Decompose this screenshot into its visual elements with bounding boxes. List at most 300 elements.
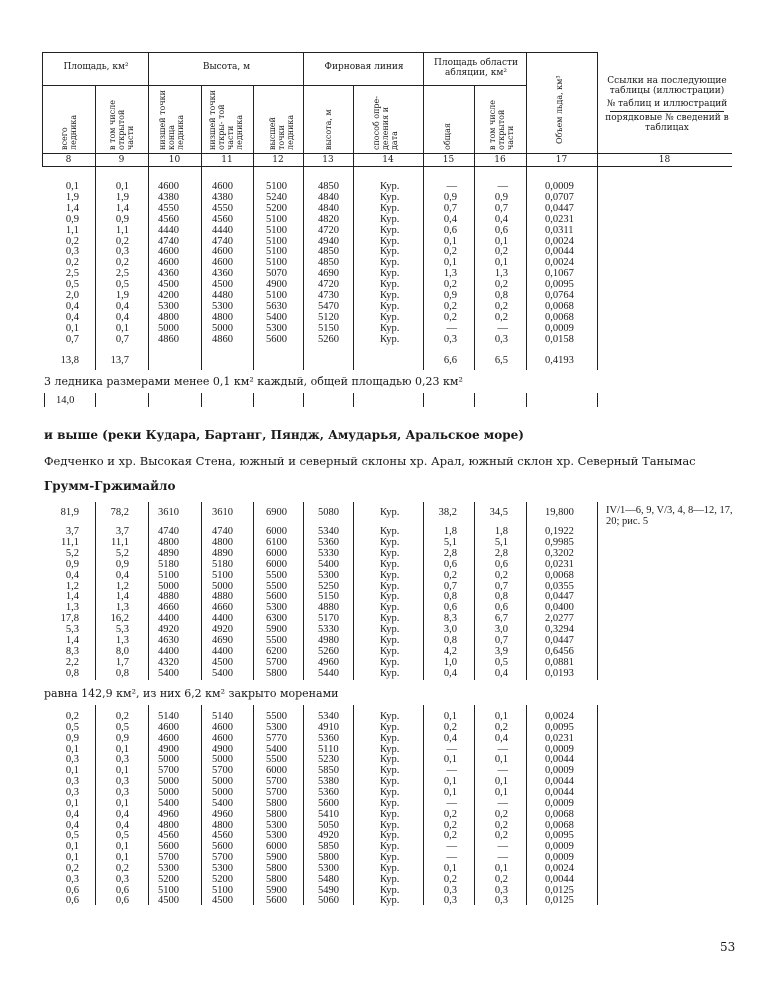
table-cell: 6200 — [266, 645, 287, 657]
table-cell: Кур. — [380, 580, 400, 592]
table-cell: 5,3 — [115, 624, 129, 636]
table-cell: Кур. — [380, 202, 400, 214]
table-cell: 4850 — [318, 246, 339, 258]
table-cell: Кур. — [380, 743, 400, 755]
table-cell: — — [497, 841, 508, 853]
table-cell: 4380 — [212, 191, 233, 203]
table-cell: Кур. — [380, 895, 400, 907]
table-cell: 0,7 — [65, 333, 79, 345]
table-cell: Кур. — [380, 819, 400, 831]
table-cell: 0,1 — [494, 786, 508, 798]
table-cell: 4400 — [212, 645, 233, 657]
table-cell: 1,1 — [115, 224, 129, 236]
table-cell: 5800 — [318, 852, 339, 864]
table-cell: Кур. — [380, 765, 400, 777]
table-cell: 4910 — [318, 721, 339, 733]
table-cell: 0,6 — [494, 602, 508, 614]
table-cell: — — [497, 765, 508, 777]
table-cell: 4500 — [158, 279, 179, 291]
table-cell: 0,3 — [494, 333, 508, 345]
table-cell: 0,8 — [115, 667, 129, 679]
table-cell: 1,3 — [494, 268, 508, 280]
sub-firn-method: способ опре- деления и дата — [372, 96, 399, 150]
col-rule — [148, 52, 149, 166]
table-cell: 5100 — [158, 569, 179, 581]
table-cell: 0,3 — [65, 786, 79, 798]
table-cell: 0,3 — [115, 786, 129, 798]
table-cell: 0,8 — [65, 667, 79, 679]
table-cell: 5000 — [212, 580, 233, 592]
table-cell: 0,7 — [443, 580, 457, 592]
table-cell: 1,2 — [65, 580, 79, 592]
table-cell: 4840 — [318, 202, 339, 214]
table-cell: 0,1 — [65, 841, 79, 853]
table-cell: 0,1 — [65, 181, 79, 192]
table-cell: 4850 — [318, 257, 339, 269]
table-cell: — — [446, 322, 457, 334]
table-cell: 5400 — [158, 797, 179, 809]
table-cell: 4740 — [158, 526, 179, 537]
col-rule — [303, 52, 304, 166]
table-cell: 0,3 — [494, 895, 508, 907]
table-cell: 0,3 — [443, 884, 457, 896]
table-cell: 0,0095 — [545, 721, 574, 733]
table-cell: 1,7 — [115, 656, 129, 668]
table-cell: Кур. — [380, 268, 400, 280]
table-cell: 0,4 — [65, 569, 79, 581]
table-cell: 0,5 — [65, 830, 79, 842]
table-cell: Кур. — [380, 635, 400, 646]
table-cell: 0,1 — [443, 257, 457, 269]
table-cell: 5600 — [266, 333, 287, 345]
main-c13: 5080 — [318, 507, 339, 518]
table-cell: 5100 — [266, 224, 287, 236]
table-cell: 1,8 — [494, 526, 508, 537]
table-cell: 0,2 — [443, 808, 457, 820]
table-cell: 0,8 — [494, 591, 508, 603]
table-cell: 0,1 — [443, 862, 457, 874]
table-cell: 5300 — [266, 602, 287, 614]
total-area: 13,8 — [60, 355, 79, 366]
table-cell: 0,0231 — [545, 213, 574, 225]
table-cell: 0,1 — [115, 743, 129, 755]
table-cell: 5850 — [318, 841, 339, 853]
table-cell: 0,3 — [65, 776, 79, 788]
table-cell: 0,2 — [494, 569, 508, 581]
table-cell: 1,4 — [65, 635, 79, 646]
table-cell: 4980 — [318, 635, 339, 646]
table-cell: 4600 — [212, 721, 233, 733]
table-cell: 1,3 — [443, 268, 457, 280]
table-cell: 1,3 — [115, 602, 129, 614]
table-cell: 0,4 — [494, 732, 508, 744]
table-cell: Кур. — [380, 235, 400, 247]
table-cell: 0,1 — [443, 235, 457, 247]
table-cell: 1,3 — [65, 602, 79, 614]
total-area-open: 13,7 — [110, 355, 129, 366]
table-cell: 0,0068 — [545, 300, 574, 312]
sub-firn-height: высота, м — [324, 109, 333, 150]
table-cell: 0,7 — [494, 580, 508, 592]
table-cell: 0,9 — [115, 558, 129, 570]
table-cell: 5240 — [266, 191, 287, 203]
row-stub — [253, 393, 254, 407]
table-cell: 17,8 — [60, 613, 79, 625]
table-cell: 5490 — [318, 884, 339, 896]
refs-divider — [610, 111, 724, 112]
table-cell: 5500 — [266, 711, 287, 722]
table-cell: 4380 — [158, 191, 179, 203]
table-cell: 4600 — [158, 721, 179, 733]
body-rule — [526, 502, 527, 680]
table-cell: 5400 — [212, 667, 233, 679]
table-cell: 4400 — [212, 613, 233, 625]
table-cell: 5700 — [266, 776, 287, 788]
table-cell: 4600 — [212, 181, 233, 192]
table-cell: 4860 — [212, 333, 233, 345]
body-rule — [148, 502, 149, 680]
table-cell: 4560 — [212, 830, 233, 842]
table-cell: 5100 — [266, 181, 287, 192]
group-ablation-label: Площадь области абляции, км² — [434, 58, 518, 78]
table-cell: Кур. — [380, 711, 400, 722]
refs-line1: № таблиц и иллюстраций — [606, 99, 728, 109]
body-rule — [597, 166, 598, 370]
table-cell: 5330 — [318, 547, 339, 559]
table-cell: 0,0707 — [545, 191, 574, 203]
table-cell: Кур. — [380, 322, 400, 334]
table-cell: 0,3 — [65, 754, 79, 766]
table-cell: 1,4 — [115, 202, 129, 214]
table-cell: 4600 — [158, 257, 179, 269]
table-cell: 4920 — [212, 624, 233, 636]
table-cell: 0,2 — [443, 300, 457, 312]
table-cell: 0,0095 — [545, 279, 574, 291]
table-cell: 0,4 — [494, 667, 508, 679]
col-number: 9 — [118, 155, 125, 165]
main-c11: 3610 — [212, 507, 233, 518]
table-cell: 6100 — [266, 536, 287, 548]
table-cell: 4660 — [212, 602, 233, 614]
table-cell: 1,0 — [443, 656, 457, 668]
table-cell: 5700 — [158, 765, 179, 777]
table-cell: 0,1 — [443, 776, 457, 788]
table-cell: 2,5 — [65, 268, 79, 280]
table-cell: 5500 — [266, 635, 287, 646]
table-cell: 0,9 — [65, 558, 79, 570]
table-cell: 1,4 — [65, 202, 79, 214]
table-cell: 4860 — [158, 333, 179, 345]
table-cell: 0,7 — [115, 333, 129, 345]
table-cell: 5000 — [212, 776, 233, 788]
table-cell: 5400 — [158, 667, 179, 679]
table-cell: 0,1 — [494, 235, 508, 247]
table-cell: 0,5 — [115, 830, 129, 842]
row-stub — [303, 393, 304, 407]
table-cell: 5300 — [158, 862, 179, 874]
table-cell: 4320 — [158, 656, 179, 668]
table-cell: 0,0044 — [545, 776, 574, 788]
table-cell: 4440 — [158, 224, 179, 236]
table-cell: 6000 — [266, 526, 287, 537]
table-cell: 5,2 — [115, 547, 129, 559]
table-cell: 0,5 — [65, 721, 79, 733]
main-c9: 78,2 — [110, 507, 129, 518]
note-small-glaciers: 3 ледника размерами менее 0,1 км² каждый, общей площадью 0,23 км² — [44, 375, 463, 388]
table-cell: Кур. — [380, 526, 400, 537]
table-cell: 0,9985 — [545, 536, 574, 548]
table-cell: 4740 — [212, 526, 233, 537]
table-cell: — — [497, 743, 508, 755]
ice-volume-label: Объем льда, км³ — [555, 75, 564, 144]
table-cell: 0,0024 — [545, 711, 574, 722]
table-cell: 0,3294 — [545, 624, 574, 636]
table-cell: Кур. — [380, 645, 400, 657]
table-cell: 0,1 — [443, 786, 457, 798]
table-cell: 5120 — [318, 311, 339, 323]
table-cell: 0,4 — [115, 819, 129, 831]
col-rule — [423, 52, 424, 166]
sub-h-lowest: низшей точки конца ледника — [158, 90, 185, 150]
table-cell: 0,7 — [494, 202, 508, 214]
table-cell: 4880 — [318, 602, 339, 614]
table-cell: 5600 — [318, 797, 339, 809]
table-cell: 0,7 — [443, 202, 457, 214]
table-cell: 0,6 — [494, 224, 508, 236]
table-cell: 0,0044 — [545, 786, 574, 798]
col-rule — [201, 85, 202, 166]
table-cell: — — [446, 852, 457, 864]
table-cell: 5260 — [318, 333, 339, 345]
table-cell: 0,1 — [443, 754, 457, 766]
table-cell: 0,2 — [494, 819, 508, 831]
table-cell: Кур. — [380, 808, 400, 820]
table-cell: 0,2 — [443, 873, 457, 885]
table-cell: 0,6 — [115, 884, 129, 896]
table-cell: Кур. — [380, 213, 400, 225]
row-stub — [423, 393, 424, 407]
table-cell: 0,3 — [115, 246, 129, 258]
table-cell: 0,4 — [65, 300, 79, 312]
table-cell: 4660 — [158, 602, 179, 614]
table-cell: 5100 — [266, 235, 287, 247]
table-cell: 0,2 — [65, 862, 79, 874]
table-cell: 5600 — [158, 841, 179, 853]
table-cell: 4800 — [212, 536, 233, 548]
refs-line2: порядковые № сведений в таблицах — [605, 113, 729, 133]
body-rule — [253, 502, 254, 680]
table-cell: 0,0447 — [545, 202, 574, 214]
table-cell: 0,2 — [494, 873, 508, 885]
table-cell: 4890 — [212, 547, 233, 559]
table-cell: — — [446, 181, 457, 192]
table-cell: 5150 — [318, 591, 339, 603]
table-cell: Кур. — [380, 624, 400, 636]
main-c12: 6900 — [266, 507, 287, 518]
table-cell: 5380 — [318, 776, 339, 788]
header-subrule — [42, 153, 732, 154]
col-number: 14 — [382, 155, 394, 165]
row-stub — [526, 393, 527, 407]
table-cell: 2,2 — [65, 656, 79, 668]
table-cell: 0,1 — [115, 797, 129, 809]
table-cell: 0,1067 — [545, 268, 574, 280]
table-cell: 5800 — [266, 808, 287, 820]
table-cell: 4800 — [158, 536, 179, 548]
table-cell: 4720 — [318, 279, 339, 291]
table-cell: 0,1 — [65, 852, 79, 864]
table-cell: Кур. — [380, 246, 400, 258]
table-cell: 0,1 — [65, 743, 79, 755]
table-cell: 0,0024 — [545, 235, 574, 247]
table-cell: 5500 — [266, 569, 287, 581]
table-cell: 0,3202 — [545, 547, 574, 559]
table-cell: 0,0068 — [545, 569, 574, 581]
table-cell: 4820 — [318, 213, 339, 225]
table-cell: 4560 — [212, 213, 233, 225]
table-cell: Кур. — [380, 797, 400, 809]
body-rule — [597, 705, 598, 905]
col-number: 11 — [221, 155, 233, 165]
table-cell: 0,6 — [65, 884, 79, 896]
table-cell: 1,9 — [115, 290, 129, 301]
table-cell: 5050 — [318, 819, 339, 831]
table-cell: Кур. — [380, 536, 400, 548]
table-cell: 0,1 — [115, 852, 129, 864]
body-rule — [148, 166, 149, 370]
col-number: 8 — [65, 155, 72, 165]
table-cell: 6000 — [266, 558, 287, 570]
table-cell: 0,3 — [115, 776, 129, 788]
table-cell: — — [497, 181, 508, 192]
table-cell: Кур. — [380, 786, 400, 798]
table-cell: 0,7 — [494, 635, 508, 646]
sub-area-open: в том числе открытой части — [108, 100, 135, 150]
row-stub — [597, 393, 598, 407]
table-cell: 4400 — [158, 613, 179, 625]
table-cell: 5340 — [318, 711, 339, 722]
table-cell: 0,0193 — [545, 667, 574, 679]
table-cell: 1,4 — [65, 591, 79, 603]
table-cell: 5,1 — [443, 536, 457, 548]
table-cell: 0,6 — [443, 602, 457, 614]
table-cell: 5000 — [158, 580, 179, 592]
table-cell: 4600 — [158, 732, 179, 744]
table-cell: 4940 — [318, 235, 339, 247]
page-number: 53 — [720, 940, 736, 954]
body-rule — [201, 166, 202, 370]
table-cell: Кур. — [380, 591, 400, 603]
table-cell: 5060 — [318, 895, 339, 907]
table-cell: 5400 — [266, 311, 287, 323]
table-cell: Кур. — [380, 873, 400, 885]
table-cell: 6000 — [266, 765, 287, 777]
total-ice-volume: 0,4193 — [545, 355, 574, 366]
table-cell: 5,3 — [65, 624, 79, 636]
table-cell: 0,0009 — [545, 841, 574, 853]
table-cell: 1,1 — [65, 224, 79, 236]
table-cell: 4400 — [158, 645, 179, 657]
table-cell: — — [446, 841, 457, 853]
table-cell: 1,8 — [443, 526, 457, 537]
table-cell: 0,4 — [443, 732, 457, 744]
table-cell: 5360 — [318, 732, 339, 744]
table-cell: 5300 — [266, 721, 287, 733]
table-cell: 5400 — [266, 743, 287, 755]
row-total-area: 14,0 — [56, 395, 75, 406]
row-stub — [201, 393, 202, 407]
table-cell: 0,4 — [115, 808, 129, 820]
row-stub — [474, 393, 475, 407]
table-cell: 5900 — [266, 624, 287, 636]
col-rule — [597, 52, 598, 166]
col-number: 13 — [322, 155, 334, 165]
main-refs: IV/1—6, 9, V/3, 4, 8—12, 17, 20; рис. 5 — [606, 505, 733, 527]
col-number: 18 — [658, 155, 671, 165]
table-cell: 0,2 — [115, 711, 129, 722]
col-number: 17 — [555, 155, 568, 165]
table-cell: 4550 — [212, 202, 233, 214]
table-cell: 0,1 — [494, 862, 508, 874]
table-cell: 0,1922 — [545, 526, 574, 537]
table-cell: 3,0 — [443, 624, 457, 636]
sub-abl-open: в том числе открытой части — [488, 100, 515, 150]
table-cell: 5480 — [318, 873, 339, 885]
table-cell: 5,1 — [494, 536, 508, 548]
table-cell: 0,6456 — [545, 645, 574, 657]
header-group-rule — [42, 85, 526, 86]
table-cell: 5260 — [318, 645, 339, 657]
table-cell: — — [446, 765, 457, 777]
table-cell: 5000 — [212, 754, 233, 766]
table-cell: 5000 — [158, 754, 179, 766]
table-cell: 4900 — [212, 743, 233, 755]
table-cell: 4560 — [158, 830, 179, 842]
table-cell: 4800 — [158, 819, 179, 831]
table-cell: 0,0764 — [545, 290, 574, 301]
table-cell: 5170 — [318, 613, 339, 625]
table-cell: 0,0125 — [545, 884, 574, 896]
table-cell: 4960 — [318, 656, 339, 668]
refs-title: Ссылки на последующие таблицы (иллюстрации) — [607, 76, 727, 96]
table-cell: 2,8 — [443, 547, 457, 559]
body-rule — [597, 502, 598, 680]
table-cell: 0,0158 — [545, 333, 574, 345]
table-cell: Кур. — [380, 290, 400, 301]
sub-h-highest: высшей точки ледника — [268, 114, 295, 150]
table-cell: 5300 — [318, 862, 339, 874]
table-cell: 0,0009 — [545, 852, 574, 864]
table-cell: 4740 — [158, 235, 179, 247]
table-cell: 0,0095 — [545, 830, 574, 842]
table-cell: 4740 — [212, 235, 233, 247]
table-cell: Кур. — [380, 721, 400, 733]
body-rule — [201, 705, 202, 905]
table-cell: 6000 — [266, 841, 287, 853]
col-number: 16 — [494, 155, 506, 165]
table-cell: 3,9 — [494, 645, 508, 657]
table-cell: 0,0009 — [545, 765, 574, 777]
table-cell: 5700 — [212, 852, 233, 864]
table-cell: 5300 — [266, 819, 287, 831]
table-cell: 0,4 — [65, 808, 79, 820]
table-cell: 0,9 — [115, 213, 129, 225]
table-cell: 0,9 — [65, 732, 79, 744]
table-cell: 0,2 — [65, 257, 79, 269]
table-cell: 0,5 — [115, 279, 129, 291]
table-cell: 0,0447 — [545, 635, 574, 646]
main-c14: Кур. — [380, 507, 400, 518]
